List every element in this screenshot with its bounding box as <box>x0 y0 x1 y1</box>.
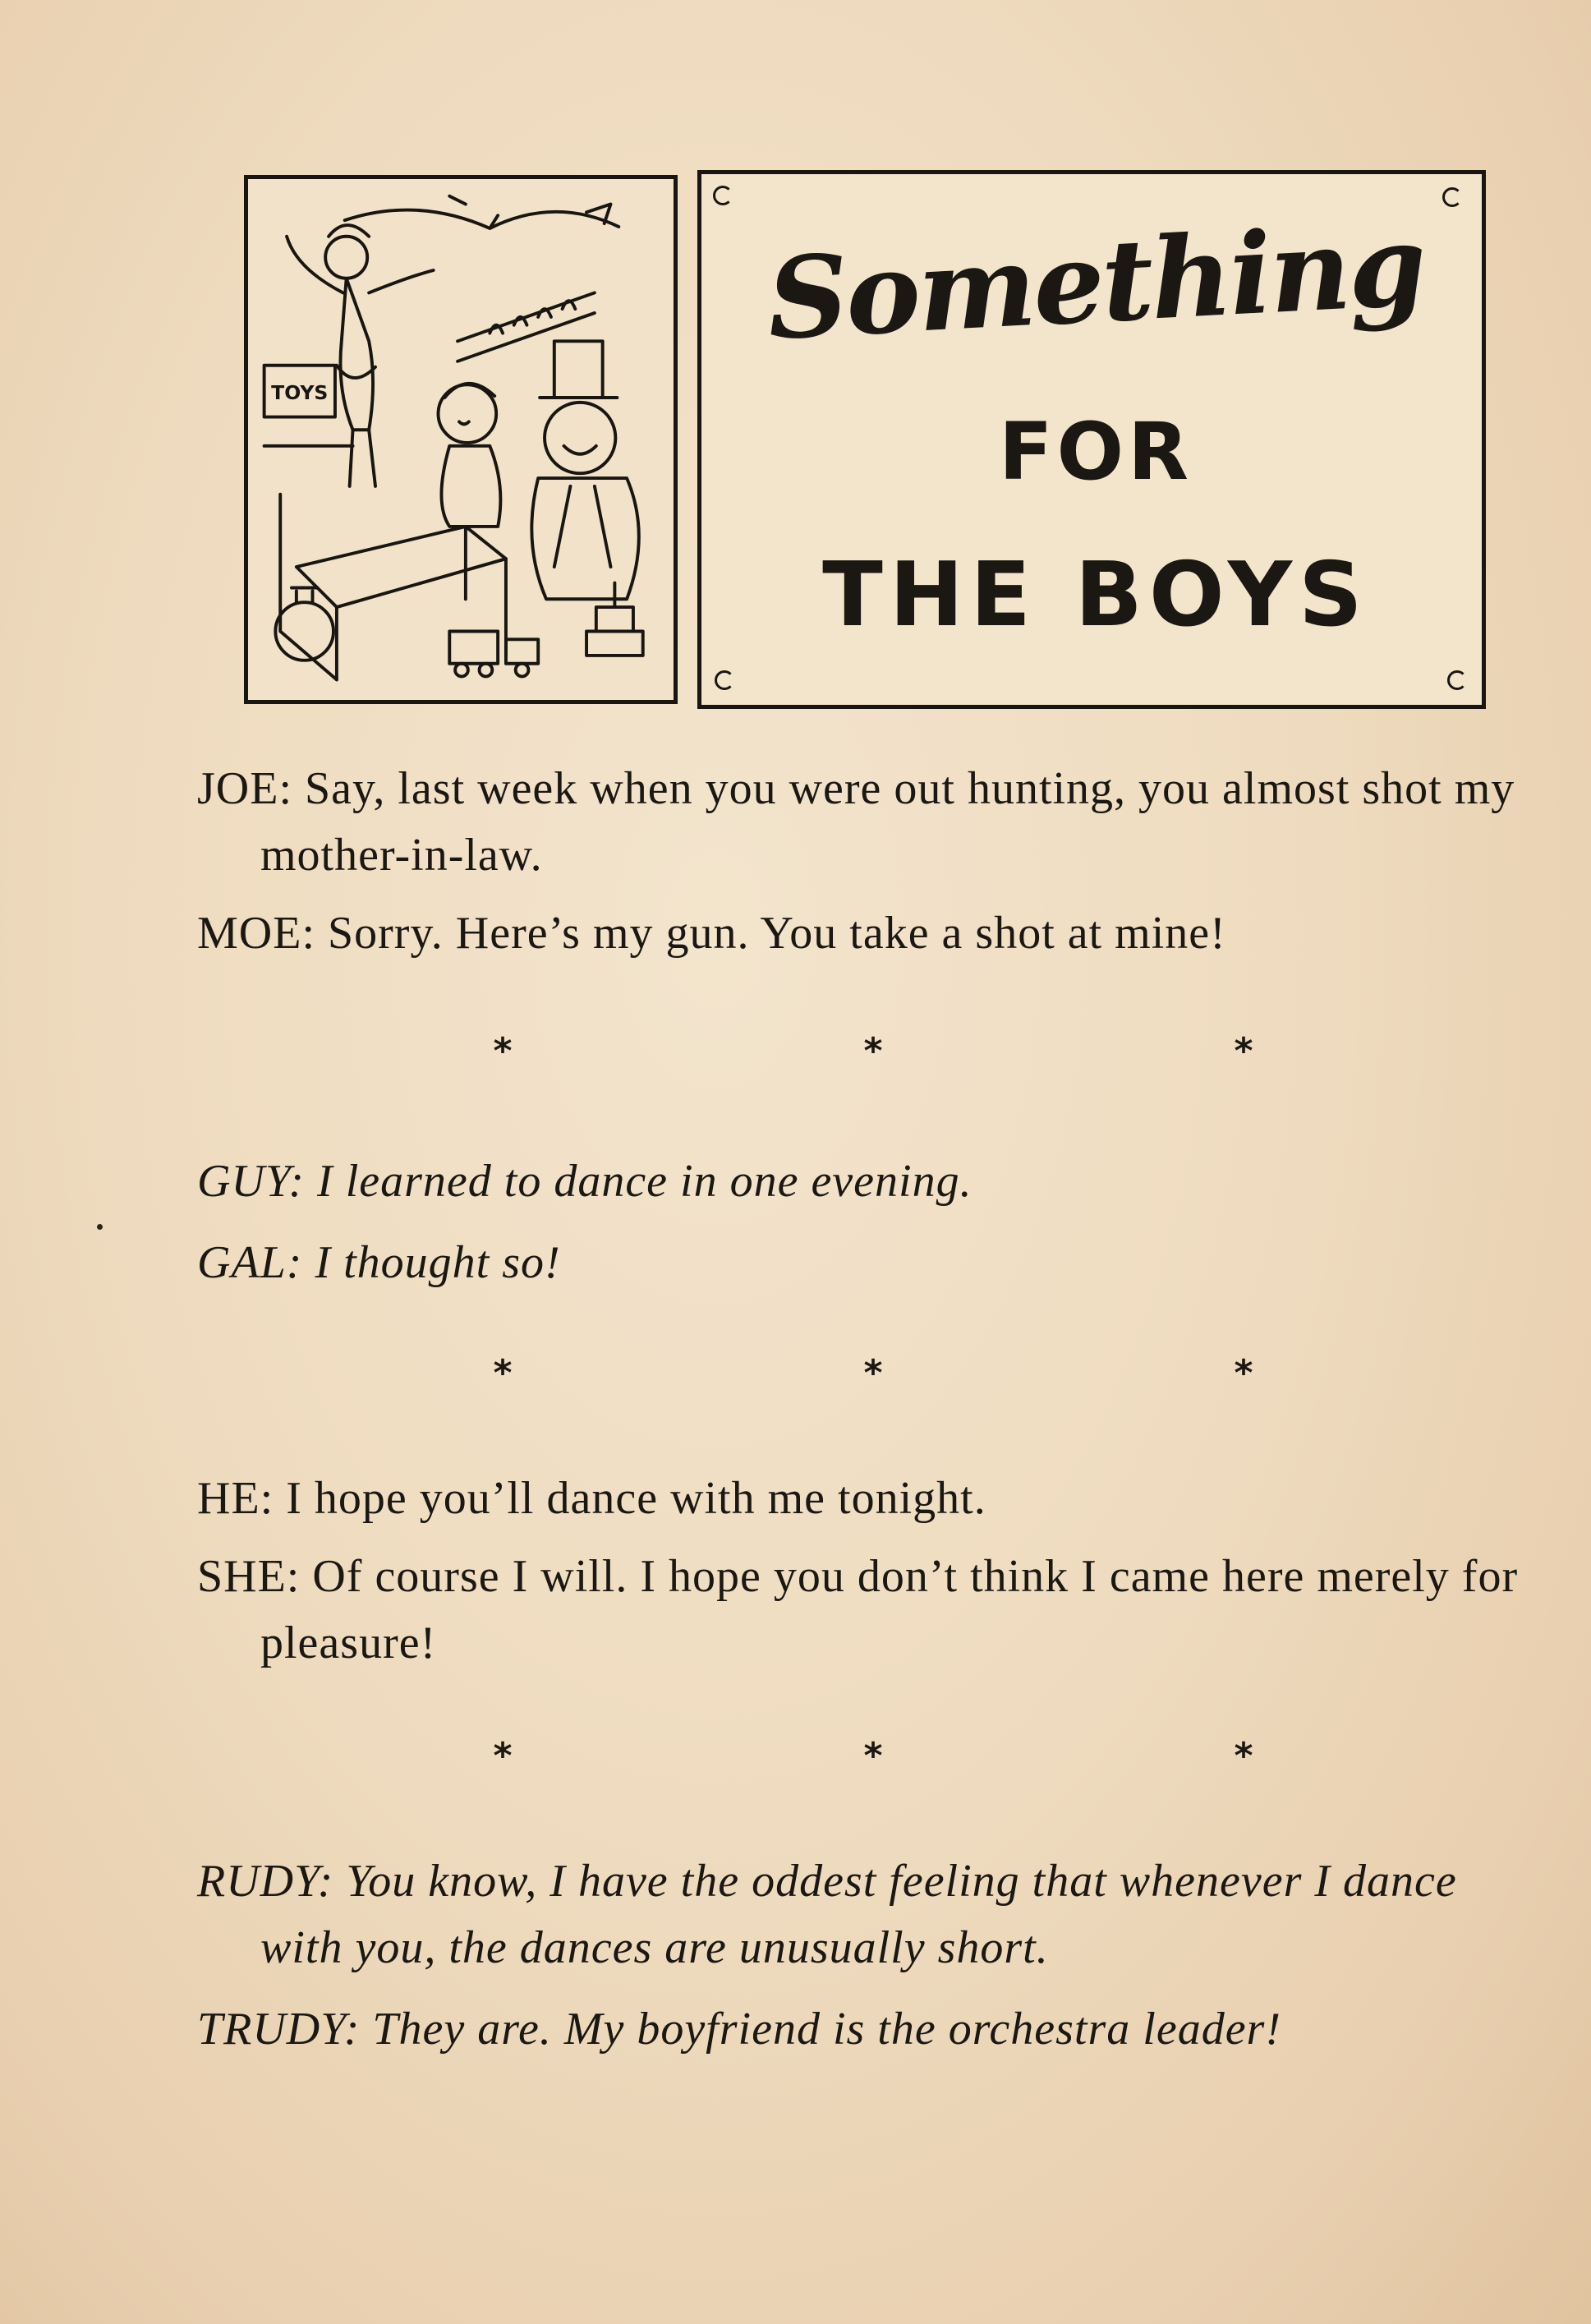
title-something: Something <box>764 200 1428 366</box>
joke-line <box>197 1230 1544 1296</box>
speaker-label: TRUDY: <box>197 2004 361 2055</box>
asterisk-icon: * <box>1234 1735 1253 1777</box>
line-text: I thought so! <box>302 1237 561 1288</box>
joke-4 <box>197 1848 1544 2078</box>
separator <box>0 1732 1591 1781</box>
line-text: Sorry. Here’s my gun. You take a shot at mine! <box>315 908 1226 959</box>
line-text: They are. My boyfriend is the orchestra leader! <box>360 2004 1281 2055</box>
paper-speck <box>97 1224 103 1230</box>
thumbtack-icon <box>1447 670 1467 690</box>
speaker-label: GUY: <box>197 1156 306 1207</box>
asterisk-icon: * <box>493 1352 513 1394</box>
speaker-label: GAL: <box>197 1237 303 1288</box>
separator <box>0 1349 1591 1398</box>
separator <box>0 1027 1591 1076</box>
thumbtack-icon <box>713 186 733 205</box>
speaker-label: JOE: <box>197 763 292 814</box>
speaker-label: MOE: <box>197 908 315 959</box>
cartoon-drawing-icon <box>248 179 674 700</box>
feature-header <box>244 170 1488 709</box>
asterisk-icon: * <box>493 1030 513 1072</box>
line-text: I hope you’ll dance with me tonight. <box>274 1473 986 1524</box>
asterisk-icon: * <box>493 1735 513 1777</box>
title-for: FOR <box>998 406 1193 498</box>
line-text: Of course I will. I hope you don’t think I came here merely for pleasure! <box>260 1551 1519 1668</box>
asterisk-icon: * <box>1234 1352 1253 1394</box>
speaker-label: SHE: <box>197 1551 301 1602</box>
speaker-label: RUDY: <box>197 1856 334 1907</box>
line-text: Say, last week when you were out hunting, you almost shot my mother-in-law. <box>260 763 1515 881</box>
joke-line <box>197 1996 1544 2063</box>
cartoon-illustration <box>244 175 678 704</box>
asterisk-icon: * <box>1234 1030 1253 1072</box>
asterisk-icon: * <box>863 1735 883 1777</box>
joke-1 <box>197 756 1544 967</box>
joke-line <box>197 1848 1544 1981</box>
joke-line <box>197 1148 1544 1215</box>
joke-line <box>197 1466 1544 1532</box>
joke-3 <box>197 1466 1544 1677</box>
joke-line <box>197 1544 1544 1677</box>
asterisk-icon: * <box>863 1352 883 1394</box>
speaker-label: HE: <box>197 1473 274 1524</box>
joke-line <box>197 756 1544 889</box>
toys-sign-text: TOYS <box>271 380 329 404</box>
line-text: I learned to dance in one evening. <box>305 1156 973 1207</box>
line-text: You know, I have the oddest feeling that whenever I dance with you, the dances are unusually short. <box>260 1856 1457 1973</box>
title-the-boys: THE BOYS <box>822 544 1369 647</box>
joke-line <box>197 900 1544 967</box>
joke-2 <box>197 1148 1544 1311</box>
thumbtack-icon <box>715 670 734 690</box>
asterisk-icon: * <box>863 1030 883 1072</box>
title-panel <box>697 170 1486 709</box>
